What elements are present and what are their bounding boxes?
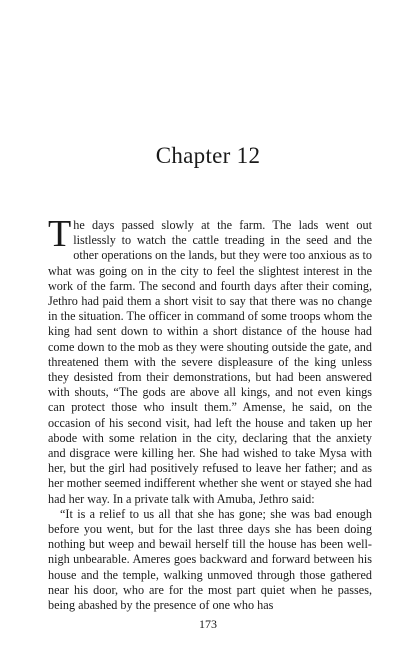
chapter-title: Chapter 12	[155, 143, 261, 168]
chapter-body	[48, 213, 372, 613]
paragraph-1	[48, 213, 372, 507]
drop-cap: T	[48, 213, 72, 255]
page-number: 173	[199, 617, 217, 631]
paragraph-2: “It is a relief to us all that she has gone; she was bad enough before you went, but for the last three days she has been doing nothing but weep and bewail herself till the house has been well-nigh unbearable. Ameres goes backward and forward between his house and the temple, walking unmoved through those gathered near his door, who are for the most part quiet when he passes, being abashed by the presence of one who has	[48, 506, 372, 613]
paragraph-1-text: he days passed slowly at the farm. The lads went out listlessly to watch the cattle treading in the seed and the other operations on the lands, but they were too anxious as to what was going on in the city to feel the slightest interest in the work of the farm. The second and fourth days after their coming, Jethro had paid them a short visit to say that there was no change in the situation. The officer in command of some troops whom the king had sent down to within a short distance of the house had come down to the mob as they were shouting outside the gate, and threatened them with the severe displeasure of the king unless they desisted from their demonstrations, but had been answered with shouts, “The gods are above all kings, and not even kings can protect those who insult them.” Amense, he said, on the occasion of his second visit, had left the house and taken up her abode with some relation in the city, declaring that the anxiety and disgrace were killing her. She had wished to take Mysa with her, but the girl had positively refused to leave her father; and as her mother seemed indifferent whether she went or stayed she had had her way. In a private talk with Amuba, Jethro said:	[48, 218, 372, 506]
